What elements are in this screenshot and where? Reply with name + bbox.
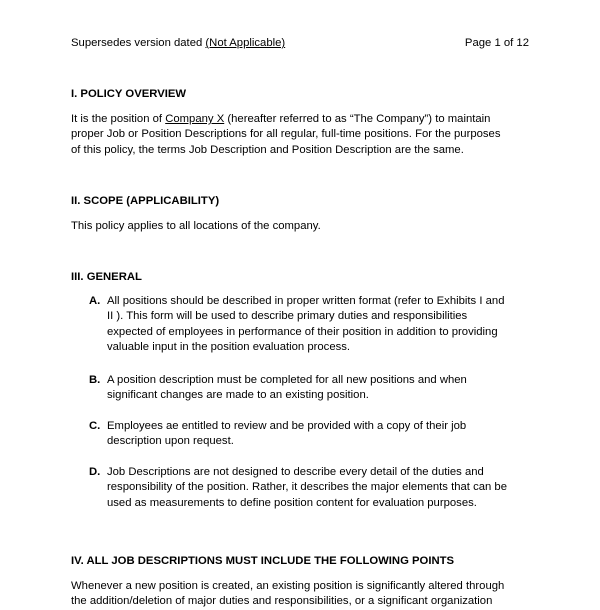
item-line: used as measurements to define position content for evaluation purposes. bbox=[107, 496, 477, 509]
item-text bbox=[107, 373, 467, 404]
item-line: All positions should be described in proper written format (refer to Exhibits I and bbox=[107, 295, 505, 307]
item-line: II ). This form will be used to describe primary duties and responsibilities bbox=[107, 310, 468, 323]
supersedes-prefix: Supersedes version dated bbox=[71, 37, 206, 49]
item-letter: B. bbox=[89, 374, 101, 386]
page-number: Page 1 of 12 bbox=[464, 37, 529, 49]
overview-prefix: It is the position of bbox=[71, 113, 166, 125]
supersedes-value: (Not Applicable) bbox=[205, 37, 286, 49]
item-letter: C. bbox=[89, 420, 101, 432]
overview-suffix: (hereafter referred to as “The Company”) to maintain bbox=[224, 113, 491, 125]
company-name: Company X bbox=[165, 113, 225, 125]
item-line: valuable input in the position evaluation process. bbox=[107, 341, 351, 354]
job-descriptions-paragraph bbox=[71, 579, 531, 610]
section-heading-general: III. GENERAL bbox=[71, 271, 142, 283]
item-letter: A. bbox=[89, 295, 101, 307]
item-line: significant changes are made to an existing position. bbox=[107, 389, 369, 402]
item-text bbox=[107, 465, 507, 511]
item-letter: D. bbox=[89, 466, 101, 478]
paragraph-line bbox=[71, 112, 531, 127]
paragraph-line: Whenever a new position is created, an existing position is significantly altered through bbox=[71, 580, 505, 592]
paragraph-line: of this policy, the terms Job Description and Position Description are the same. bbox=[71, 143, 464, 156]
page-header bbox=[71, 36, 529, 52]
paragraph-line: proper Job or Position Descriptions for all regular, full-time positions. For the purposes bbox=[71, 128, 501, 141]
item-line: responsibility of the position. Rather, it describes the major elements that can be bbox=[107, 481, 507, 494]
item-line: Job Descriptions are not designed to describe every detail of the duties and bbox=[107, 466, 484, 478]
item-text bbox=[107, 419, 466, 450]
item-text bbox=[107, 294, 504, 356]
policy-overview-paragraph bbox=[71, 112, 531, 158]
paragraph-line: This policy applies to all locations of the company. bbox=[71, 220, 321, 232]
supersedes-note bbox=[71, 36, 285, 51]
section-heading-job-descriptions: IV. ALL JOB DESCRIPTIONS MUST INCLUDE THE FOLLOWING POINTS bbox=[71, 555, 455, 567]
item-line: expected of employees in performance of their position in addition to providing bbox=[107, 325, 498, 338]
item-line: Employees ae entitled to review and be provided with a copy of their job bbox=[107, 420, 467, 432]
paragraph-line: the addition/deletion of major duties and responsibilities, or a significant organization bbox=[71, 595, 493, 608]
item-line: A position description must be completed for all new positions and when bbox=[107, 374, 467, 386]
scope-paragraph bbox=[71, 219, 531, 234]
item-line: description upon request. bbox=[107, 435, 234, 448]
section-heading-policy-overview: I. POLICY OVERVIEW bbox=[71, 88, 187, 100]
section-heading-scope: II. SCOPE (APPLICABILITY) bbox=[71, 195, 220, 207]
